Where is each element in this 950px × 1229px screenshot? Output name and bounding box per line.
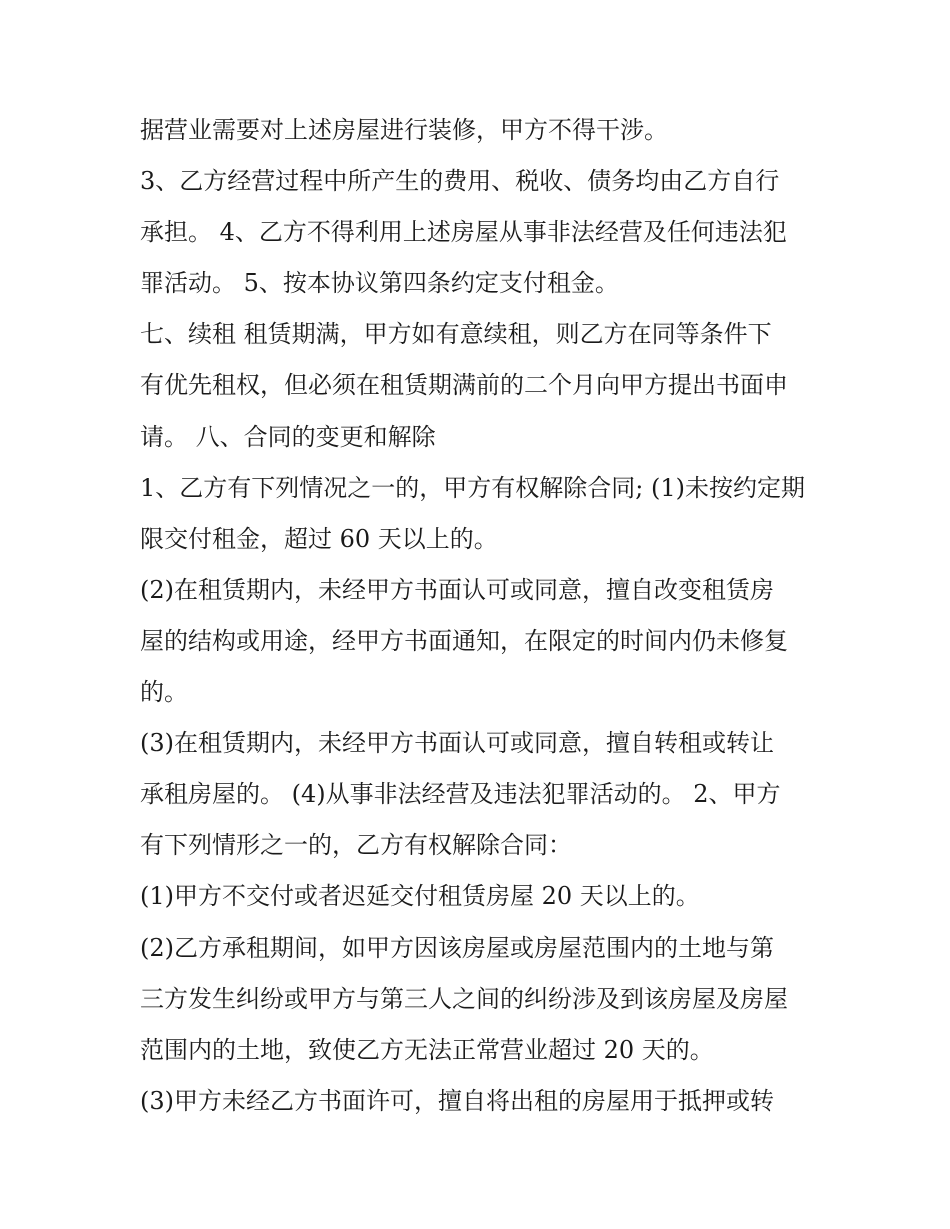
text-line: 3、乙方经营过程中所产生的费用、税收、债务均由乙方自行	[140, 167, 780, 196]
text-line: 有优先租权，但必须在租赁期满前的二个月向甲方提出书面申	[140, 371, 788, 400]
text-line: 三方发生纠纷或甲方与第三人之间的纠纷涉及到该房屋及房屋	[140, 984, 788, 1013]
text-line: (2)在租赁期内，未经甲方书面认可或同意，擅自改变租赁房	[140, 575, 774, 604]
text-line: 范围内的土地，致使乙方无法正常营业超过 20 天的。	[140, 1035, 714, 1064]
text-line: 有下列情形之一的，乙方有权解除合同：	[140, 831, 572, 860]
text-line: 承租房屋的。 (4)从事非法经营及违法犯罪活动的。 2、甲方	[140, 780, 781, 809]
text-line: (3)在租赁期内，未经甲方书面认可或同意，擅自转租或转让	[140, 729, 774, 758]
text-line: 的。	[140, 678, 188, 707]
text-line: (3)甲方未经乙方书面许可，擅自将出租的房屋用于抵押或转	[140, 1086, 774, 1115]
text-line: 据营业需要对上述房屋进行装修，甲方不得干涉。	[140, 116, 668, 144]
text-line: 屋的结构或用途，经甲方书面通知，在限定的时间内仍未修复	[140, 626, 788, 655]
text-line: 罪活动。 5、按本协议第四条约定支付租金。	[140, 269, 619, 298]
document-page	[140, 105, 820, 1127]
text-line: 请。 八、合同的变更和解除	[140, 422, 436, 451]
text-line: 限交付租金，超过 60 天以上的。	[140, 524, 498, 553]
text-line: 承担。 4、乙方不得利用上述房屋从事非法经营及任何违法犯	[140, 218, 787, 247]
text-line: 1、乙方有下列情况之一的，甲方有权解除合同; (1)未按约定期	[140, 473, 805, 502]
text-line: 七、续租 租赁期满，甲方如有意续租，则乙方在同等条件下	[140, 320, 772, 349]
text-line: (1)甲方不交付或者迟延交付租赁房屋 20 天以上的。	[140, 882, 700, 911]
text-line: (2)乙方承租期间，如甲方因该房屋或房屋范围内的土地与第	[140, 933, 774, 962]
